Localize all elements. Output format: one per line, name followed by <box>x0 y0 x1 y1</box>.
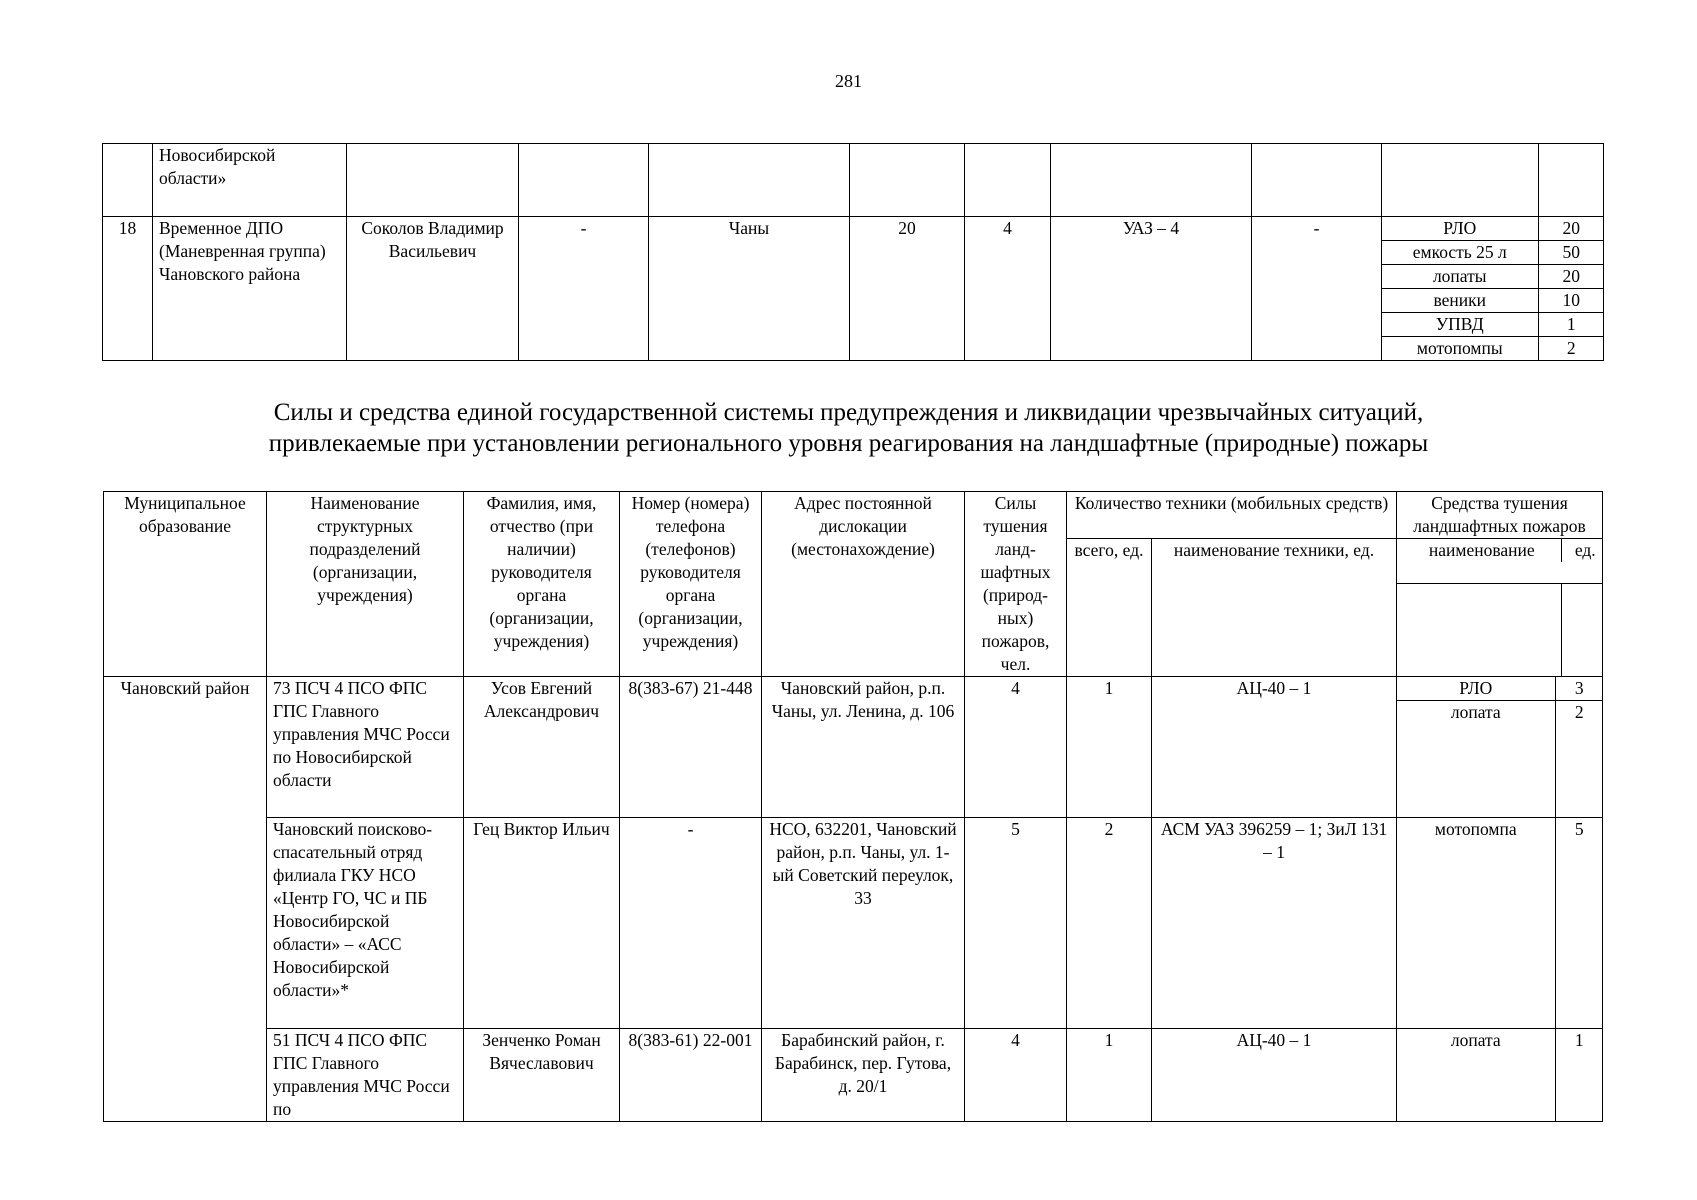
header-means-qty: ед. <box>1561 539 1609 562</box>
empty-cell <box>1051 144 1252 217</box>
means-name: лопата <box>1450 1030 1501 1050</box>
empty-cell <box>1252 144 1382 217</box>
unit-cell: 51 ПСЧ 4 ПСО ФПС ГПС Главного управления МЧС Росси по <box>267 1029 464 1122</box>
header-units: Наименование структурных подразделений (организации, учреждения) <box>267 492 464 677</box>
phone-cell: 8(383-67) 21-448 <box>620 677 762 818</box>
equipment-name: мотопомпы <box>1416 338 1503 358</box>
means-subtable <box>1397 818 1603 1028</box>
equipment-item <box>1382 265 1604 289</box>
equipment-subtable <box>1382 144 1604 216</box>
empty-cell <box>649 144 850 217</box>
head-cell: Усов Евгений Александрович <box>464 677 620 818</box>
equipment-name: емкость 25 л <box>1382 241 1538 265</box>
header-vehicles-total: всего, ед. <box>1067 539 1152 677</box>
head-cell: Гец Виктор Ильич <box>464 818 620 1029</box>
unit-name-cell: Временное ДПО (Маневренная группа) Чановского района <box>153 217 347 361</box>
equipment-qty: 20 <box>1538 217 1604 241</box>
address-cell: НСО, 632201, Чановский район, р.п. Чаны, ул. 1-ый Советский переулок, 33 <box>762 818 965 1029</box>
unit-cell: Чановский поисково-спасательный отряд филиала ГКУ НСО «Центр ГО, ЧС и ПБ Новосибирской области» – «АСС Новосибирской области»* <box>267 818 464 1029</box>
empty-cell <box>1538 144 1604 216</box>
empty-cell <box>519 144 649 217</box>
equipment-item <box>1382 241 1604 265</box>
header-vehicles: Количество техники (мобильных средств) <box>1067 492 1397 539</box>
means-item <box>1397 677 1603 701</box>
head-cell: Зенченко Роман Вячеславович <box>464 1029 620 1122</box>
means-subtable <box>1397 1029 1603 1121</box>
section-title-line1: Силы и средства единой государственной системы предупреждения и ликвидации чрезвычайных ситуаций, <box>273 399 1424 426</box>
equipment-qty: 10 <box>1538 289 1604 313</box>
means-qty: 1 <box>1555 1029 1603 1121</box>
means-name: лопата <box>1450 702 1501 722</box>
forces-table <box>103 491 1603 1122</box>
head-name-cell: Соколов Владимир Васильевич <box>347 217 519 361</box>
equipment-qty: 50 <box>1538 241 1604 265</box>
header-means-name: наименование <box>1428 540 1535 560</box>
equipment-item <box>1382 217 1604 241</box>
means-item <box>1397 701 1603 818</box>
forces-cell: 4 <box>965 677 1067 818</box>
forces-cell: 5 <box>965 818 1067 1029</box>
means-header-row <box>1403 539 1609 562</box>
header-phone: Номер (номера) телефона (телефонов) руководителя органа (организации, учреждения) <box>620 492 762 677</box>
address-cell: Барабинский район, г. Барабинск, пер. Гутова, д. 20/1 <box>762 1029 965 1122</box>
header-means: Средства тушения ландшафтных пожаров <box>1397 492 1603 539</box>
unit-cell: 73 ПСЧ 4 ПСО ФПС ГПС Главного управления МЧС Росси по Новосибирской области <box>267 677 464 818</box>
section-title <box>0 397 1697 459</box>
vehicles-total-cell: 1 <box>1067 677 1152 818</box>
empty-cell <box>1382 144 1538 216</box>
means-cell <box>1397 677 1603 818</box>
vehicles-names-cell: АСМ УАЗ 396259 – 1; ЗиЛ 131 – 1 <box>1152 818 1397 1029</box>
means-header-subtable <box>1403 584 1609 676</box>
equipment-qty: 2 <box>1538 337 1604 361</box>
means-header-subtable <box>1403 539 1609 562</box>
means-qty: 2 <box>1555 701 1603 818</box>
empty-cell <box>965 144 1051 217</box>
means-qty: 3 <box>1555 677 1603 701</box>
table-row <box>104 818 1603 1029</box>
row-num-cell: 18 <box>103 217 153 361</box>
header-forces: Силы тушения ланд-шафтных (природ-ных) пожаров, чел. <box>965 492 1067 677</box>
table-row <box>103 217 1604 361</box>
phone-cell: - <box>519 217 649 361</box>
means-cell <box>1397 818 1603 1029</box>
header-vehicles-names: наименование техники, ед. <box>1152 539 1397 677</box>
means-cell <box>1397 1029 1603 1122</box>
header-row <box>104 492 1603 539</box>
empty-cell <box>1403 584 1561 676</box>
table-row <box>103 144 1604 217</box>
means-subtable <box>1397 677 1603 817</box>
means-name: мотопомпа <box>1434 819 1517 839</box>
equipment-item <box>1382 313 1604 337</box>
vehicles-total-cell: 4 <box>965 217 1051 361</box>
vehicles-names-cell: УАЗ – 4 <box>1051 217 1252 361</box>
header-address: Адрес постоянной дислокации (местонахождение) <box>762 492 965 677</box>
equipment-name: веники <box>1382 289 1538 313</box>
section-title-line2: привлекаемые при установлении регионального уровня реагирования на ландшафтные (природные) пожары <box>268 430 1429 457</box>
address-cell: Чаны <box>649 217 850 361</box>
empty-cell <box>1561 584 1609 676</box>
header-municipality: Муниципальное образование <box>104 492 267 677</box>
municipality-cell: Чановский район <box>104 677 267 1122</box>
equipment-item <box>1382 337 1604 361</box>
equipment-qty: 1 <box>1538 313 1604 337</box>
page-number: 281 <box>835 71 862 91</box>
vehicles-names-cell: АЦ-40 – 1 <box>1152 1029 1397 1122</box>
vehicles-total-cell: 2 <box>1067 818 1152 1029</box>
equipment-cell <box>1382 144 1604 217</box>
unit-name-cell: Новосибирской области» <box>153 144 347 217</box>
means-qty: 5 <box>1555 818 1603 1028</box>
equipment-item <box>1382 289 1604 313</box>
phone-cell: 8(383-61) 22-001 <box>620 1029 762 1122</box>
equipment-name: УПВД <box>1382 313 1538 337</box>
phone-cell: - <box>620 818 762 1029</box>
vehicles-total-cell: 1 <box>1067 1029 1152 1122</box>
extra-cell: - <box>1252 217 1382 361</box>
means-name: РЛО <box>1397 677 1555 701</box>
header-head: Фамилия, имя, отчество (при наличии) руководителя органа (организации, учреждения) <box>464 492 620 677</box>
equipment-name: лопаты <box>1382 265 1538 289</box>
header-means-sub-empty <box>1397 584 1603 677</box>
table-row <box>104 677 1603 818</box>
equipment-subtable <box>1382 217 1604 360</box>
empty-cell <box>850 144 965 217</box>
header-means-sub <box>1397 539 1603 584</box>
forces-cell: 20 <box>850 217 965 361</box>
forces-cell: 4 <box>965 1029 1067 1122</box>
address-cell: Чановский район, р.п. Чаны, ул. Ленина, д. 106 <box>762 677 965 818</box>
table-row <box>104 1029 1603 1122</box>
vehicles-names-cell: АЦ-40 – 1 <box>1152 677 1397 818</box>
row-num-cell <box>103 144 153 217</box>
means-item <box>1397 1029 1603 1121</box>
means-header-row <box>1403 584 1609 676</box>
empty-cell <box>347 144 519 217</box>
equipment-cell <box>1382 217 1604 361</box>
table-continuation <box>102 143 1604 361</box>
equipment-name: РЛО <box>1382 217 1538 241</box>
means-item <box>1397 818 1603 1028</box>
equipment-qty: 20 <box>1538 265 1604 289</box>
